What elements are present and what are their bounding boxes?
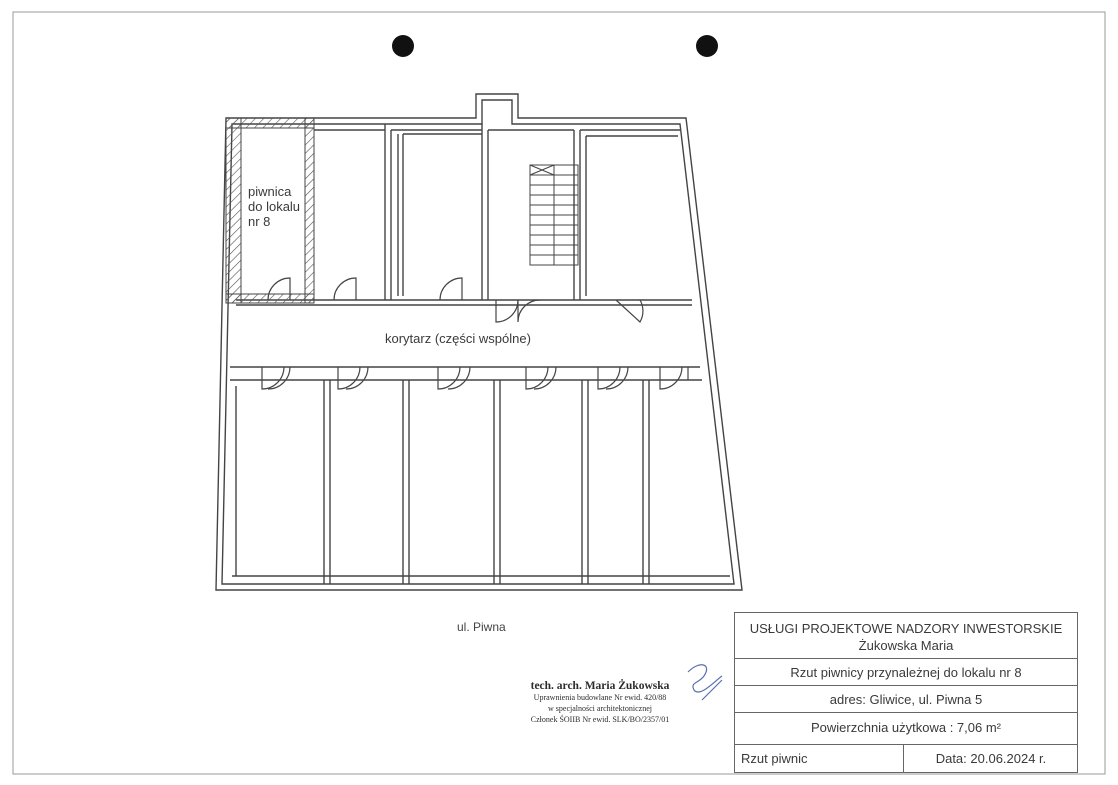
staircase <box>530 165 578 265</box>
title-block-drawing-title: Rzut piwnicy przynależnej do lokalu nr 8 <box>790 665 1022 680</box>
title-block-area: Powierzchnia użytkowa : 7,06 m² <box>810 720 1002 735</box>
stamp-line-1: Uprawnienia budowlane Nr ewid. 420/88 <box>533 693 667 702</box>
title-block-divider <box>735 744 1077 745</box>
title-block-divider <box>735 658 1077 659</box>
title-block-sheet: Rzut piwnic <box>741 751 808 766</box>
title-block-date: Data: 20.06.2024 r. <box>935 751 1047 766</box>
punch-hole-left <box>392 35 414 57</box>
stamp-line-3: Członek ŚOIIB Nr ewid. SLK/BO/2357/01 <box>530 715 670 724</box>
title-block-company: USŁUGI PROJEKTOWE NADZORY INWESTORSKIE <box>749 621 1063 636</box>
lower-partitions <box>232 380 730 584</box>
title-block-owner: Żukowska Maria <box>858 638 954 653</box>
title-block <box>734 612 1078 773</box>
corridor-label: korytarz (części wspólne) <box>385 331 531 346</box>
title-block-divider <box>735 712 1077 713</box>
lower-doors <box>262 367 688 389</box>
stamp-line-2: w specjalności architektonicznej <box>548 704 652 713</box>
upper-partitions <box>314 124 680 300</box>
street-label: ul. Piwna <box>457 620 506 634</box>
title-block-vertical-divider <box>903 744 904 772</box>
room-label-cellar-8: piwnica do lokalu nr 8 <box>248 184 301 229</box>
stamp-name: tech. arch. Maria Żukowska <box>530 680 670 692</box>
architect-stamp <box>500 680 700 725</box>
punch-hole-right <box>696 35 718 57</box>
title-block-divider <box>735 685 1077 686</box>
title-block-address: adres: Gliwice, ul. Piwna 5 <box>829 692 983 707</box>
